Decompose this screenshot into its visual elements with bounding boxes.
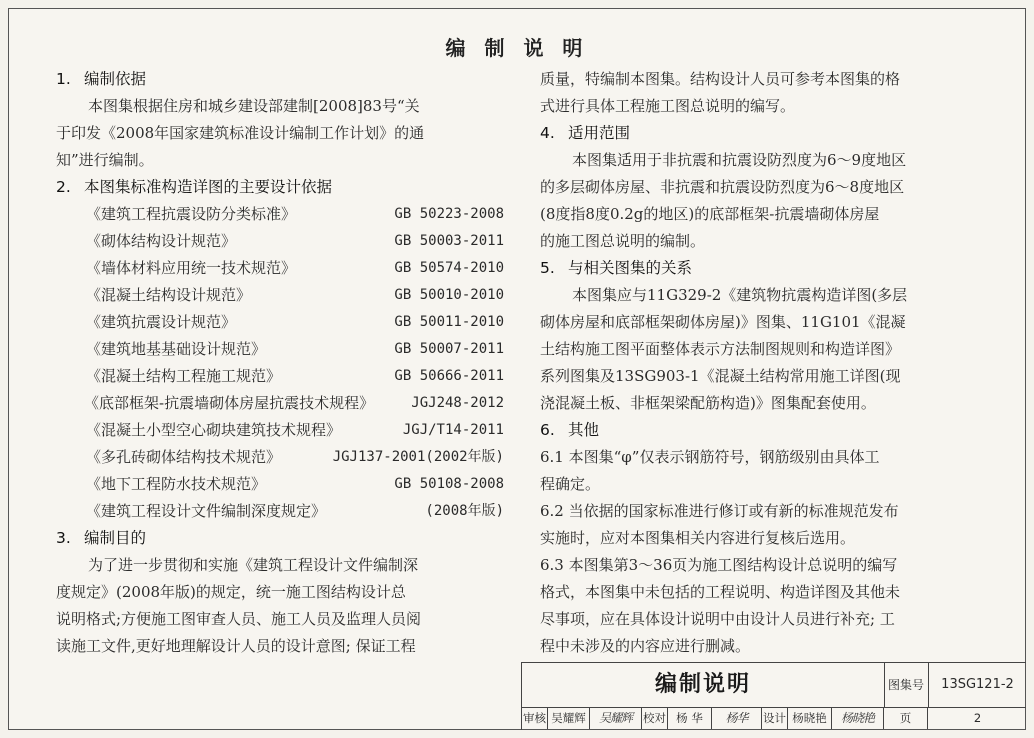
section-1-heading: 1. 编制依据 [56, 70, 147, 88]
design-label: 设计 [762, 707, 788, 729]
section-4-heading: 4. 适用范围 [540, 124, 631, 142]
paragraph-line: 本图集根据住房和城乡建设部建制[2008]83号“关 [88, 97, 420, 115]
atlas-no-label: 图集号 [884, 663, 929, 707]
paragraph-line: 于印发《2008年国家建筑标准设计编制工作计划》的通 [56, 124, 425, 142]
standard-ref: 《建筑地基基础设计规范》 GB 50007-2011 [86, 340, 504, 358]
check-label: 校对 [642, 707, 668, 729]
check-signature: 杨华 [712, 707, 762, 729]
paragraph-line: 的多层砌体房屋、非抗震和抗震设防烈度为6～8度地区 [540, 178, 905, 196]
paragraph-line: 浇混凝土板、非框架梁配筋构造)》图集配套使用。 [540, 394, 876, 412]
left-column [56, 66, 506, 660]
design-name: 杨晓艳 [788, 707, 832, 729]
paragraph-line: 6.3 本图集第3～36页为施工图结构设计总说明的编写 [540, 556, 898, 574]
standard-ref: 《墙体材料应用统一技术规范》 GB 50574-2010 [86, 259, 504, 277]
paragraph-line: 土结构施工图平面整体表示方法制图规则和构造详图》 [540, 340, 901, 358]
right-column [540, 66, 980, 660]
paragraph-line: 说明格式;方便施工图审查人员、施工人员及监理人员阅 [56, 610, 422, 628]
atlas-no-value: 13SG121-2 [941, 677, 1014, 692]
standard-ref: 《建筑工程抗震设防分类标准》 GB 50223-2008 [86, 205, 504, 223]
paragraph-line: 格式，本图集中未包括的工程说明、构造详图及其他未 [540, 583, 901, 601]
title-block [521, 662, 1026, 730]
paragraph-line: 砌体房屋和底部框架砌体房屋)》图集、11G101《混凝 [540, 313, 906, 331]
paragraph-line: 程确定。 [540, 475, 601, 493]
paragraph-line: 系列图集及13SG903-1《混凝土结构常用施工详图(现 [540, 367, 901, 385]
paragraph-line: 式进行具体工程施工图总说明的编写。 [540, 97, 796, 115]
page-number: 2 [973, 711, 982, 725]
paragraph-line: 读施工文件,更好地理解设计人员的设计意图; 保证工程 [56, 637, 416, 655]
paragraph-line: 质量，特编制本图集。结构设计人员可参考本图集的格 [540, 70, 901, 88]
standard-ref: 《砌体结构设计规范》 GB 50003-2011 [86, 232, 504, 250]
paragraph-line: 知”进行编制。 [56, 151, 154, 169]
section-3-heading: 3. 编制目的 [56, 529, 147, 547]
paragraph-line: 度规定》(2008年版)的规定，统一施工图结构设计总 [56, 583, 406, 601]
standard-ref: 《混凝土结构设计规范》 GB 50010-2010 [86, 286, 504, 304]
review-label: 审核 [522, 707, 548, 729]
paragraph-line: 尽事项，应在具体设计说明中由设计人员进行补充; 工 [540, 610, 895, 628]
paragraph-line: 6.2 当依据的国家标准进行修订或有新的标准规范发布 [540, 502, 899, 520]
paragraph-line: (8度指8度0.2g的地区)的底部框架-抗震墙砌体房屋 [540, 205, 880, 223]
standard-ref: 《建筑工程设计文件编制深度规定》 (2008年版) [86, 502, 504, 520]
paragraph-line: 的施工图总说明的编制。 [540, 232, 706, 250]
standard-ref: 《混凝土小型空心砌块建筑技术规程》 JGJ/T14-2011 [86, 421, 504, 439]
standard-ref: 《建筑抗震设计规范》 GB 50011-2010 [86, 313, 504, 331]
page-title: 编 制 说 明 [445, 36, 589, 60]
section-2-heading: 2. 本图集标准构造详图的主要设计依据 [56, 178, 333, 196]
design-signature: 杨晓艳 [832, 707, 884, 729]
paragraph-line: 为了进一步贯彻和实施《建筑工程设计文件编制深 [88, 556, 419, 574]
paragraph-line: 程中未涉及的内容应进行删减。 [540, 637, 751, 655]
review-signature: 吴耀辉 [590, 707, 642, 729]
standard-ref: 《混凝土结构工程施工规范》 GB 50666-2011 [86, 367, 504, 385]
paragraph-line: 6.1 本图集“φ”仅表示钢筋符号，钢筋级别由具体工 [540, 448, 880, 466]
page-label: 页 [884, 707, 928, 729]
check-name: 杨 华 [668, 707, 712, 729]
section-6-heading: 6. 其他 [540, 421, 600, 439]
section-5-heading: 5. 与相关图集的关系 [540, 259, 693, 277]
standard-ref: 《地下工程防水技术规范》 GB 50108-2008 [86, 475, 504, 493]
review-name: 吴耀辉 [548, 707, 590, 729]
paragraph-line: 本图集适用于非抗震和抗震设防烈度为6～9度地区 [572, 151, 907, 169]
paragraph-line: 实施时，应对本图集相关内容进行复核后选用。 [540, 529, 856, 547]
standard-ref: 《多孔砖砌体结构技术规范》 JGJ137-2001(2002年版) [86, 448, 504, 466]
title-block-title: 编制说明 [522, 663, 885, 707]
standard-ref: 《底部框架-抗震墙砌体房屋抗震技术规程》 JGJ248-2012 [84, 394, 504, 412]
paragraph-line: 本图集应与11G329-2《建筑物抗震构造详图(多层 [572, 286, 908, 304]
